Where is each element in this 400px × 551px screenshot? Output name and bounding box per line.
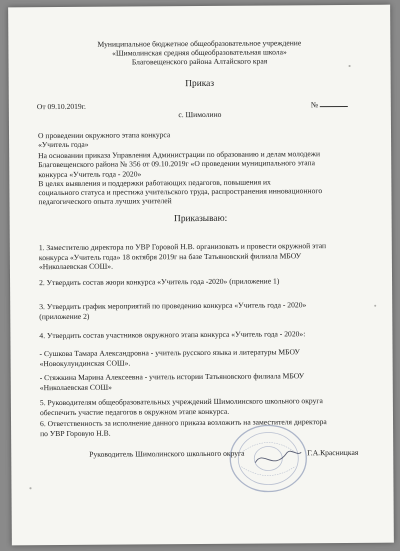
basis-paragraph: [38, 149, 360, 207]
participant-2-line-1: - Стяжкина Марина Алексеевна - учитель истории Татьяновского филиала МБОУ: [39, 371, 305, 383]
official-stamp-seal: [227, 422, 310, 495]
scan-speck: [29, 487, 31, 489]
decree-item-4: 4. Утвердить состав участников окружного этапа конкурса «Учитель года - 2020»:: [39, 329, 306, 341]
item-3-line-2: (приложение 2): [39, 311, 90, 321]
item-1-line-3: «Николаевская СОШ».: [38, 261, 113, 272]
decree-heading: Приказываю:: [174, 213, 228, 225]
participant-1-line-2: «Новокулундинская СОШ».: [39, 358, 131, 368]
subject-line-2: «Учитель года»: [38, 139, 89, 150]
basis-line-5: социального статуса и престижа учительского труда, распространения инновационного: [38, 186, 323, 198]
decree-item-2: 2. Утвердить состав жюри конкурса «Учитель года -2020» (приложение 1): [39, 276, 280, 288]
item-5-line-2: обеспечить участие педагогов в окружном этапе конкурса.: [39, 406, 230, 417]
document-sheet: [8, 5, 394, 546]
number-blank-line: [320, 100, 348, 107]
document-number: [311, 100, 348, 109]
basis-line-2: Благовещенского района № 356 от 09.10.2019г «О проведении муниципального этапа: [38, 158, 316, 170]
signature-role: Руководитель Шимолинского школьного округа: [89, 448, 245, 459]
item-3-line-1: 3. Утвердить график мероприятий по проведению конкурса «Учитель года - 2020»: [39, 300, 307, 312]
item-6-line-1: 6. Ответственность за исполнение данного приказа возложить на заместителя директора: [40, 417, 327, 429]
item-1-line-1: 1. Заместителю директора по УВР Горовой Н.В. организовать и провести окружной этап: [38, 241, 327, 253]
decree-item-1: [39, 241, 361, 272]
decree-item-3: [39, 300, 361, 321]
org-line-1: Муниципальное бюджетное общеобразовательное учреждение: [97, 38, 302, 49]
document-title: Приказ: [185, 78, 215, 90]
participant-1-line-1: - Сушкова Тамара Александровна - учитель русского языка и литературы МБОУ: [39, 347, 300, 359]
number-label: №: [310, 100, 319, 110]
participant-2-line-2: «Николаевская СОШ»: [39, 382, 112, 392]
participant-1: [40, 347, 362, 368]
signature-name: Г.А.Красницкая: [307, 447, 359, 458]
basis-line-3: конкурса «Учитель года - 2020»: [38, 169, 142, 179]
subject-line-1: О проведении окружного этапа конкурса: [37, 130, 171, 141]
scan-speck: [374, 305, 376, 307]
basis-line-1: На основании приказа Управления Администрации по образованию и делам молодежи: [38, 149, 321, 161]
item-5-line-1: 5. Руководителям общеобразовательных учреждений Шимолинского школьного округа: [39, 396, 323, 408]
decree-item-6: [40, 417, 362, 438]
participant-2: [40, 371, 362, 392]
decree-item-5: [40, 396, 362, 417]
scan-speck: [349, 65, 351, 67]
document-date: От 09.10.2019г.: [36, 101, 86, 112]
basis-line-4: В целях выявления и поддержки работающих педагогов, повышения их: [38, 177, 271, 189]
basis-line-6: педагогического опыта лучших учителей: [38, 196, 172, 207]
item-1-line-2: конкурса «Учитель года» 18 октября 2019г на базе Татьяновский филиала МБОУ: [38, 250, 302, 262]
document-subject: [38, 130, 170, 149]
organization-header: [28, 38, 370, 68]
org-line-2: «Шимолинская средняя общеобразовательная школа»: [112, 47, 287, 58]
document-page: [8, 5, 394, 546]
item-6-line-2: по УВР Горовую Н.В.: [40, 428, 111, 438]
document-place: с. Шимолино: [178, 109, 222, 120]
org-line-3: Благовещенского района Алтайского края: [131, 56, 268, 67]
